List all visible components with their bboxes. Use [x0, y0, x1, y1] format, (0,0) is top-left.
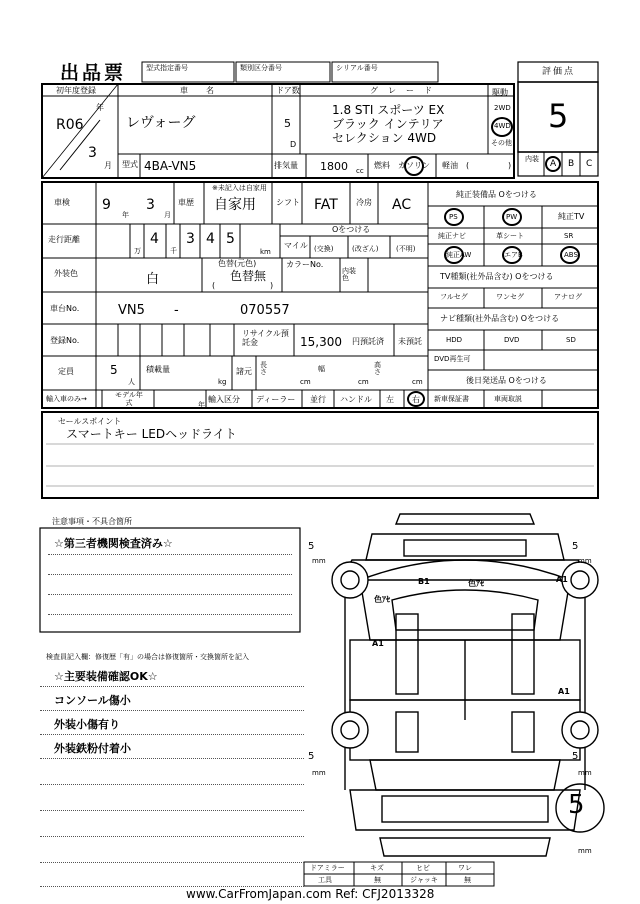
legend-scratch: キズ: [370, 864, 384, 872]
notes-line-5: 外装鉄粉付着小: [54, 742, 131, 755]
genuine-equip-title: 純正装備品 Oをつける: [456, 190, 537, 199]
repaint-paren-close: ): [270, 281, 274, 290]
navi-sd: SD: [566, 336, 576, 344]
navi-dvd-player: DVD再生可: [434, 355, 471, 363]
mileage-man: 万: [134, 247, 141, 255]
equip-pw-circle: [502, 208, 522, 226]
fuel-label: 燃料: [374, 161, 390, 170]
tread-rr: 5: [572, 751, 579, 762]
handle-left: 左: [386, 395, 394, 404]
inspection-label: 車検: [54, 198, 70, 207]
equip-ps-circle: [444, 208, 464, 226]
recycle-deposited: 円預託済: [352, 337, 384, 346]
first-reg-era: R06: [56, 117, 84, 133]
chassis-label: 車台No.: [50, 304, 80, 313]
repaint-label: 色替(元色): [218, 259, 257, 268]
equip-genuine-tv: 純正TV: [558, 212, 585, 221]
km-unit: km: [260, 248, 271, 256]
tv-oneseg: ワンセグ: [496, 293, 524, 301]
legend-jack: ジャッキ: [410, 876, 438, 884]
notes-line-1: ☆第三者機関検査済み☆: [54, 537, 173, 550]
notes-line-4: 外装小傷有り: [54, 718, 120, 731]
shift-label: シフト: [276, 198, 300, 207]
model-cert-label: 型式指定番号: [146, 64, 188, 72]
interior-c: C: [586, 159, 593, 169]
drive-2wd: 2WD: [494, 104, 511, 112]
dims-label: 諸元: [236, 367, 252, 376]
mark-b1: B1: [418, 577, 430, 586]
mark-a1-front-right: A1: [556, 575, 568, 584]
meter-label: マイル: [284, 241, 308, 250]
navi-title: ナビ種類(社外品含む) Oをつける: [440, 314, 560, 323]
height-cm: cm: [412, 378, 423, 386]
mileage-digit-3: 4: [206, 231, 215, 247]
equip-abs-circle: [560, 246, 580, 264]
car-name: レヴォーグ: [126, 115, 196, 131]
exterior-color-value: 白: [146, 272, 160, 287]
tread-rr-mm: mm: [578, 769, 592, 777]
import-class-label: 輸入区分: [208, 395, 240, 404]
legend-tool-value: 無: [374, 876, 381, 884]
sales-point-label: セールスポイント: [58, 417, 122, 426]
form-title: 出品票: [60, 62, 127, 84]
tv-analog: アナログ: [554, 293, 582, 301]
drive-4wd-circle: [491, 117, 513, 137]
spare-mm: mm: [578, 847, 592, 855]
mark-color-hood: 色ｱｾ: [374, 595, 390, 604]
recycle-value: 15,300: [300, 335, 342, 349]
meter-circle-hint: Oをつける: [332, 225, 371, 234]
capacity-unit: 人: [128, 378, 135, 386]
mark-color-roof: 色ｱｾ: [468, 579, 484, 588]
after-manual: 車両取説: [494, 395, 522, 403]
mileage-label: 走行距離: [48, 235, 80, 244]
paren-open: (: [466, 161, 470, 170]
equip-sr: SR: [564, 232, 574, 240]
serial-label: シリアル番号: [336, 64, 378, 72]
after-warranty: 新車保証書: [434, 395, 469, 403]
equip-abs: ABS: [564, 251, 578, 259]
navi-dvd: DVD: [504, 336, 520, 344]
note-unregistered: ※未記入は自家用: [212, 184, 267, 192]
chassis-prefix: VN5: [118, 303, 145, 318]
interior-a: A: [550, 159, 557, 169]
inspection-month: 3: [146, 197, 155, 213]
repaint-paren-open: (: [212, 281, 216, 290]
recycle-label: リサイクル預託金: [242, 329, 289, 347]
grade-line-3: セレクション 4WD: [332, 131, 437, 145]
first-reg-label: 初年度登録: [56, 86, 96, 95]
recycle-undeposited: 未預託: [398, 337, 422, 346]
equip-airbag-circle: [502, 246, 522, 264]
mileage-sen: 千: [170, 247, 177, 255]
handle-right-circle: [407, 391, 425, 407]
inspection-year: 9: [102, 197, 111, 213]
grade-line-2: ブラック インテリア: [332, 117, 444, 131]
grade-label: グレード: [370, 86, 442, 95]
car-name-label: 車名: [180, 86, 232, 95]
tv-fullseg: フルセグ: [440, 293, 468, 301]
chassis-number: 070557: [240, 303, 290, 318]
meter-reset: (改ざん): [352, 245, 379, 253]
legend-jack-value: 無: [464, 876, 471, 884]
drive-4wd: 4WD: [494, 122, 511, 130]
interior-a-circle: [545, 156, 561, 172]
model-year-label: モデル年式: [115, 391, 143, 407]
mileage-digit-2: 3: [186, 231, 195, 247]
doors-label: ドア数: [276, 86, 300, 95]
equip-aw-circle: [444, 246, 464, 264]
length-cm: cm: [300, 378, 311, 386]
drive-other: その他: [491, 139, 512, 147]
model-year-unit: 年: [198, 401, 205, 409]
legend-crack: ヒビ: [416, 864, 430, 872]
mark-a1-right-rear: A1: [558, 687, 570, 696]
equip-aw: 純正AW: [446, 251, 472, 259]
color-no-label: カラーNo.: [286, 260, 324, 269]
exterior-color-label: 外装色: [54, 269, 78, 278]
ac-value: AC: [392, 197, 412, 213]
equip-leather: 革シート: [496, 232, 524, 240]
import-dealer: ディーラー: [256, 395, 296, 404]
tread-fr: 5: [572, 541, 579, 552]
doors-value: 5: [284, 117, 291, 130]
sales-point-text: スマートキー LEDヘッドライト: [66, 427, 237, 441]
legend-dent: ワレ: [458, 864, 472, 872]
equip-pw: PW: [506, 213, 518, 221]
paren-close: ): [508, 161, 512, 170]
month-suffix: 月: [104, 161, 112, 170]
displacement-value: 1800: [320, 160, 348, 173]
fuel-value: ガソリン: [398, 161, 430, 170]
width-label: 幅: [318, 365, 325, 373]
tread-fl: 5: [308, 541, 315, 552]
inspection-month-unit: 月: [164, 211, 171, 219]
car-outline: [332, 514, 604, 856]
rating-label: 評価点: [542, 67, 576, 77]
equip-airbag: エアB: [504, 251, 523, 259]
notes-label: 注意事項・不具合箇所: [52, 517, 132, 526]
rating-value: 5: [548, 97, 569, 135]
repaint-value: 色替無: [230, 269, 267, 283]
inspection-year-unit: 年: [122, 211, 129, 219]
notes-line-3: コンソール傷小: [54, 694, 131, 707]
load-kg: kg: [218, 378, 227, 386]
tread-rl: 5: [308, 751, 315, 762]
import-parallel: 並行: [310, 395, 326, 404]
meter-unknown: (不明): [396, 245, 416, 253]
year-suffix: 年: [96, 103, 104, 112]
ac-label: 冷房: [356, 198, 372, 207]
capacity-label: 定員: [58, 367, 74, 376]
notes-line-2: ☆主要装備確認OK☆: [54, 670, 158, 683]
interior-label: 内装: [525, 155, 539, 163]
tread-fl-mm: mm: [312, 557, 326, 565]
fuel-gasoline-circle: [404, 156, 424, 176]
tv-title: TV種類(社外品含む) Oをつける: [440, 272, 554, 281]
width-cm: cm: [358, 378, 369, 386]
watermark: www.CarFromJapan.com Ref: CFJ2013328: [186, 887, 435, 901]
mark-a1-left: A1: [372, 639, 384, 648]
drive-label: 駆動: [492, 88, 508, 97]
length-label: 長さ: [260, 361, 267, 376]
equip-ps: PS: [449, 213, 458, 221]
mileage-digit-4: 5: [226, 231, 235, 247]
mileage-digit-1: 4: [150, 231, 159, 247]
displacement-label: 排気量: [274, 161, 298, 170]
after-title: 後日発送品 Oをつける: [466, 376, 547, 385]
reg-no-label: 登録No.: [50, 336, 80, 345]
load-label: 積載量: [146, 365, 170, 374]
equip-genuine-navi: 純正ナビ: [438, 232, 466, 240]
import-label: 輸入車のみ→: [46, 395, 87, 403]
first-reg-month: 3: [88, 145, 97, 161]
interior-b: B: [568, 159, 575, 169]
inspector-label: 検査員記入欄：修復歴「有」の場合は修復箇所・交換箇所を記入: [46, 653, 249, 661]
light-oil-label: 軽油: [442, 161, 458, 170]
meter-swap: (交換): [314, 245, 334, 253]
legend-door-mirror: ドアミラー: [310, 864, 345, 872]
handle-label: ハンドル: [340, 395, 372, 404]
chassis-dash: -: [174, 303, 179, 318]
usage-label: 車歴: [178, 198, 194, 207]
height-label: 高さ: [374, 361, 381, 376]
interior-color-label: 内装色: [342, 267, 356, 282]
handle-right: 右: [412, 395, 420, 404]
tread-rl-mm: mm: [312, 769, 326, 777]
legend-tool: 工具: [318, 876, 332, 884]
cc-unit: cc: [356, 167, 364, 175]
spare-value: 5: [568, 790, 585, 820]
doors-suffix: D: [290, 140, 297, 149]
grade-line-1: 1.8 STI スポーツ EX: [332, 103, 445, 117]
tread-fr-mm: mm: [578, 557, 592, 565]
navi-hdd: HDD: [446, 336, 463, 344]
shift-value: FAT: [314, 197, 338, 213]
model-type: 4BA-VN5: [144, 159, 197, 173]
usage-value: 自家用: [214, 197, 256, 213]
class-label: 類別区分番号: [240, 64, 282, 72]
capacity-value: 5: [110, 363, 118, 377]
model-type-label: 型式: [122, 160, 138, 169]
